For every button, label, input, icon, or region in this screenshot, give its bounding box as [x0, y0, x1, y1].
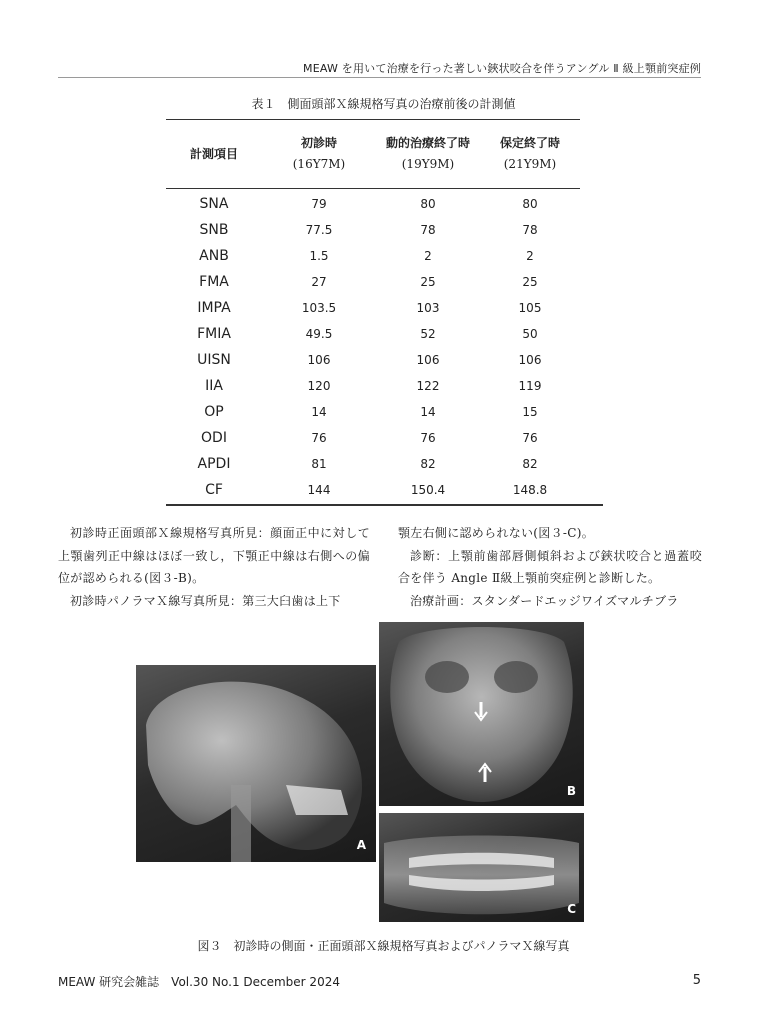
table-row: [166, 425, 580, 451]
lateral-skull-silhouette: [136, 665, 376, 862]
column-header-line1: 初診時: [300, 136, 337, 150]
table-cell: 150.4: [410, 483, 446, 497]
table-cell: 76: [420, 431, 436, 445]
table-cell: 120: [307, 379, 331, 393]
table-cell: 79: [311, 197, 327, 211]
table-cell: 49.5: [305, 327, 333, 341]
table-cell: UISN: [197, 352, 231, 368]
table-cell: 80: [522, 197, 538, 211]
running-header: MEAW を用いて治療を行った著しい鋏状咬合を伴うアングル Ⅱ 級上顎前突症例: [303, 62, 701, 75]
table-cell: FMIA: [197, 326, 231, 342]
table-row: [166, 189, 580, 218]
right-column: [398, 522, 702, 612]
table-cell: ODI: [201, 430, 227, 446]
panel-label-c: C: [567, 902, 576, 916]
table-row: [166, 295, 580, 321]
table-row: [166, 269, 580, 295]
table-cell: 82: [420, 457, 436, 471]
table-cell: IMPA: [197, 300, 231, 316]
table-cell: 148.8: [512, 483, 548, 497]
table-cell: 103.5: [301, 301, 337, 315]
table-cell: 81: [311, 457, 327, 471]
column-header: [166, 120, 262, 189]
frontal-cephalogram-image: [379, 622, 584, 806]
paragraph-diagnosis: 診断：上顎前歯部唇側傾斜および鋏状咬合と過蓋咬合を伴う Angle Ⅱ級上顎前突症例と診断した。: [398, 548, 702, 585]
table-cell: FMA: [199, 274, 229, 290]
table-caption: 表１ 側面頭部Ｘ線規格写真の治療前後の計測値: [251, 97, 516, 111]
paragraph-panoramic-findings: 初診時パノラマＸ線写真所見：第三大臼歯は上下: [70, 593, 341, 608]
panel-label-b: B: [566, 784, 576, 798]
lateral-cephalogram-image: [136, 665, 376, 862]
table-row: [166, 451, 580, 477]
table-row: [166, 477, 580, 503]
header-rule: [58, 77, 701, 78]
panoramic-radiograph-image: [379, 813, 584, 922]
figure-caption: 図３ 初診時の側面・正面頭部Ｘ線規格写真およびパノラマＸ線写真: [197, 939, 570, 953]
table-header-row: [166, 120, 580, 189]
table-cell: OP: [204, 404, 224, 420]
column-header-line1: 計測項目: [189, 146, 238, 161]
panel-label-a: A: [356, 838, 366, 852]
column-header-line2: (21Y9M): [503, 157, 557, 171]
table-cell: 2: [526, 249, 534, 263]
table-row: [166, 217, 580, 243]
panoramic-dentition: [379, 813, 584, 922]
table-cell: 77.5: [305, 223, 333, 237]
table-cell: SNA: [199, 196, 229, 212]
footer-journal-info: MEAW 研究会雑誌 Vol.30 No.1 December 2024: [58, 975, 340, 989]
table-cell: IIA: [205, 378, 223, 394]
table-cell: 50: [522, 327, 538, 341]
table-cell: SNB: [199, 222, 229, 238]
table-cell: 2: [424, 249, 432, 263]
table-cell: 78: [420, 223, 436, 237]
page-number: 5: [692, 973, 701, 988]
table-cell: 76: [311, 431, 327, 445]
paragraph-treatment-plan: 治療計画：スタンダードエッジワイズマルチブラ: [410, 593, 679, 608]
left-column: [58, 522, 370, 612]
paragraph-frontal-findings: 初診時正面頭部Ｘ線規格写真所見：顔面正中に対して上顎歯列正中線はほぼ一致し，下顎正中線は右側への偏位が認められる(図３-B)。: [58, 526, 370, 585]
table-cell: 52: [420, 327, 436, 341]
frontal-skull-silhouette: [379, 622, 584, 806]
column-header: [480, 120, 580, 189]
table-cell: 122: [416, 379, 440, 393]
table-cell: APDI: [197, 456, 231, 472]
table-cell: 14: [311, 405, 327, 419]
table-row: [166, 243, 580, 269]
column-header-line1: 保定終了時: [499, 136, 560, 150]
table-cell: 105: [518, 301, 542, 315]
table-row: [166, 347, 580, 373]
column-header-line2: (16Y7M): [292, 157, 346, 171]
table-cell: 82: [522, 457, 538, 471]
table-cell: 15: [522, 405, 538, 419]
table-cell: ANB: [199, 248, 229, 264]
column-header: [262, 120, 376, 189]
column-header-line2: (19Y9M): [401, 157, 455, 171]
table-cell: 106: [307, 353, 331, 367]
table-row: [166, 399, 580, 425]
paragraph-continuation: 顎左右側に認められない(図３-C)。: [398, 526, 595, 540]
table-cell: 80: [420, 197, 436, 211]
table-cell: 103: [416, 301, 440, 315]
table-cell: 27: [311, 275, 327, 289]
table-cell: 144: [307, 483, 331, 497]
table-row: [166, 373, 580, 399]
table-cell: CF: [205, 482, 223, 498]
table-cell: 78: [522, 223, 538, 237]
table-cell: 106: [416, 353, 440, 367]
table-cell: 14: [420, 405, 436, 419]
table-cell: 1.5: [309, 249, 329, 263]
table-cell: 106: [518, 353, 542, 367]
measurement-table: [166, 119, 580, 503]
column-header-line1: 動的治療終了時: [385, 136, 470, 150]
table-cell: 119: [518, 379, 542, 393]
column-header: [376, 120, 480, 189]
table-bottom-rule: [166, 504, 603, 506]
table-cell: 25: [522, 275, 538, 289]
table-row: [166, 321, 580, 347]
table-cell: 76: [522, 431, 538, 445]
table-cell: 25: [420, 275, 436, 289]
